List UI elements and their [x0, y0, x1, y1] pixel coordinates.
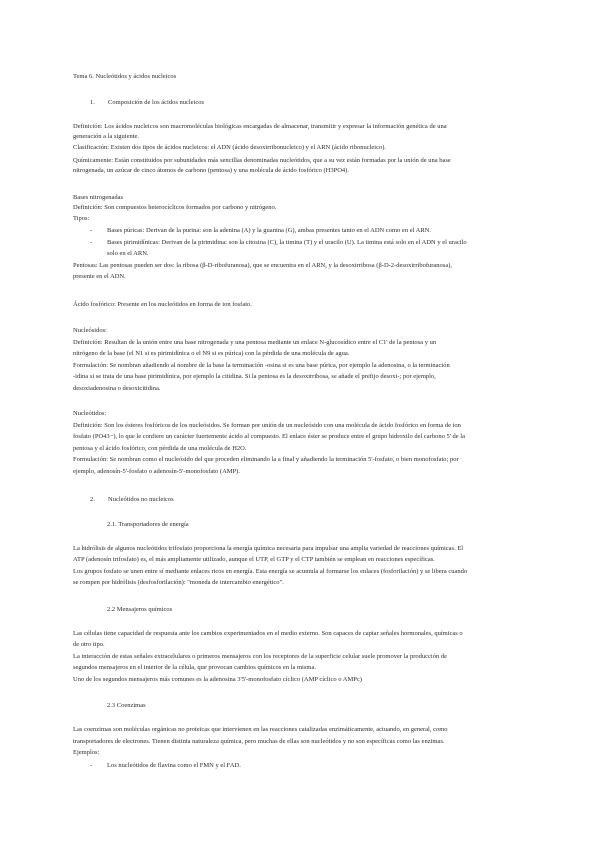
definition-line-2: generación a la siguiente.: [73, 133, 140, 140]
messengers-line-1: Las células tiene capacidad de respuesta ante los cambios experimentados en el medio externo. Son capaces de captar señales hormonales, químicas o: [73, 630, 463, 637]
document-title: Tema 6. Nucleótidos y ácidos nucleicos: [73, 73, 177, 80]
nucleosides-line-2: nitrógeno de la base (el N1 si es pirimidínica o el N9 si es púrica) con la pérdida de una molécula de agua.: [73, 350, 350, 357]
energy-line-2: ATP (adenosín trifosfato) es, el más ampliamente utilizado, aunque el UTP, el GTP y el CTP también se emplean en reacciones específicas.: [73, 556, 435, 563]
pentoses-line-1: Pentosas: Las pentosas pueden ser dos: la ribosa (β-D-ribofuranosa), que se encuentra en el ARN, y la desoxirribosa (β-D-2-desoxirribofuranosa),: [73, 262, 452, 269]
energy-line-1: La hidrólisis de algunos nucleótidos trifosfato proporciona la energía química necesaria para impulsar una amplia variedad de reacciones químicas. El: [73, 545, 464, 552]
purine-bases-item: Bases púricas: Derivan de la purina: son la adenina (A) y la guanina (G), ambas presentes tanto en el ADN como en el ARN.: [107, 227, 432, 234]
section-2-title: Nucleótidos no nucleicos: [108, 496, 174, 503]
nucleosides-line-1: Definición: Resultan de la unión entre una base nitrogenada y una pentosa mediante un enlace N-glucosídico entre el C1' de la pentosa y un: [73, 339, 437, 346]
examples-label: Ejemplos:: [73, 749, 100, 756]
coenzymes-line-2: transportadores de electrones. Tienen distinta naturaleza química, pero muchas de ellas son nucleótidos y no son específicas como las enzimas.: [73, 738, 445, 745]
nucleosides-line-5: desoxiadenosina o desoxicitidina.: [73, 385, 161, 392]
section-2-number: 2.: [90, 496, 95, 503]
bullet-2: -: [90, 239, 93, 246]
nucleosides-line-3: Formulación: Se nombran añadiendo al nombre de la base la terminación -osina si es una base púrica, por ejemplo la adenosina, o la terminación: [73, 362, 450, 369]
subsection-2-2-title: 2.2 Mensajeros químicos: [107, 606, 173, 613]
classification-line: Clasificación: Existen dos tipos de ácidos nucleicos: el ADN (ácido desoxirribonucleico) y el ARN (ácido ribonucleico).: [73, 144, 386, 151]
bullet-1: -: [90, 227, 93, 234]
nucleotides-line-4: Formulación: Se nombran como el nucleósido del que proceden eliminando la a final y añadiendo la terminación 5'-fosfato, o bien monofosfato; por: [73, 456, 459, 463]
nucleotides-line-5: ejemplo, adenosín-5'-fosfato o adenosín-5'-monofosfato (AMP).: [73, 468, 240, 475]
definition-line-1: Definición: Los ácidos nucleicos son macromoléculas biológicas encargadas de almacenar, transmitir y expresar la información genética de una: [73, 123, 447, 130]
section-1-title: Composición de los ácidos nucleicos: [108, 99, 205, 106]
pyrimidine-bases-item: Bases pirimidínicas: Derivan de la pirimidina: son la citosina (C), la timina (T) y el uracilo (U). La timina está solo en el ADN y el uracilo: [107, 239, 467, 246]
bases-definition: Definición: Son compuestos heterocíclicos formados por carbono y nitrógeno.: [73, 204, 277, 211]
nucleotides-heading: Nucleótidos:: [73, 410, 107, 417]
types-label: Tipos:: [73, 215, 90, 222]
messengers-line-4: segundos mensajeros en el interior de la célula, que provocan cambios químicos en la misma.: [73, 664, 316, 671]
nucleotides-line-2: fosfato (PO43−), lo que le confiere un carácter fuertemente ácido al compuesto. El enlace éster se produce entre el grupo hidroxilo del carbono 5' de la: [73, 433, 465, 440]
nucleosides-heading: Nucleósidos:: [73, 327, 107, 334]
messengers-line-3: La interacción de estas señales extracelulares o primeros mensajeros con los receptores de la superficie celular suele promover la producción de: [73, 653, 447, 660]
energy-line-4: se rompen por hidrólisis (desfosforilación): "moneda de intercambio energético".: [73, 579, 284, 586]
coenzymes-line-1: Las coenzimas son moléculas orgánicas no proteicas que intervienen en las reacciones catalizadas enzimáticamente, actuando, en general, como: [73, 726, 448, 733]
messengers-line-2: de otro tipo.: [73, 641, 105, 648]
nucleotides-line-1: Definición: Son los ésteres fosfóricos de los nucleósidos. Se forman por unión de un nucleósido con una molécula de ácido fosfórico en forma de ion: [73, 422, 461, 429]
energy-line-3: Los grupos fosfato se unen entre sí mediante enlaces ricos en energía. Esta energía se acumula al formarse los enlaces (fosforilación) y se libera cuando: [73, 568, 468, 575]
bases-heading: Bases nitrogenadas: [73, 194, 124, 201]
pyrimidine-bases-item-cont: solo en el ARN.: [107, 250, 149, 257]
section-1-number: 1.: [90, 99, 95, 106]
subsection-2-3-title: 2.3 Coenzimas: [107, 702, 146, 709]
pentoses-line-2: presente en el ADN.: [73, 273, 126, 280]
example-item-1: Los nucleótidos de flavina como el FMN y el FAD.: [107, 762, 241, 769]
subsection-2-1-title: 2.1. Transportadores de energía: [107, 521, 189, 528]
messengers-line-5: Uno de los segundos mensajeros más comunes es la adenosina 3'5'-monofosfato cíclico (AMP cíclico o AMPc): [73, 676, 362, 683]
chemistry-line-1: Químicamente: Están constituidos por subunidades más sencillas denominadas nucleótidos, que a su vez están formadas por la unión de una base: [73, 157, 451, 164]
chemistry-line-2: nitrogenada, un azúcar de cinco átomos de carbono (pentosa) y una molécula de ácido fosfórico (H3PO4).: [73, 167, 349, 174]
phosphoric-acid-line: Ácido fosfórico: Presente en los nucleótidos en forma de ion fosfato.: [73, 301, 252, 308]
bullet-3: -: [90, 762, 93, 769]
nucleosides-line-4: -idina si se trata de una base pirimidínica, por ejemplo la citidina. Si la pentosa es la desoxirribosa, se añade el prefijo desoxi-; por ejemplo,: [73, 373, 436, 380]
nucleotides-line-3: pentosa y el ácido fosfórico, con pérdida de una molécula de H2O.: [73, 445, 247, 452]
